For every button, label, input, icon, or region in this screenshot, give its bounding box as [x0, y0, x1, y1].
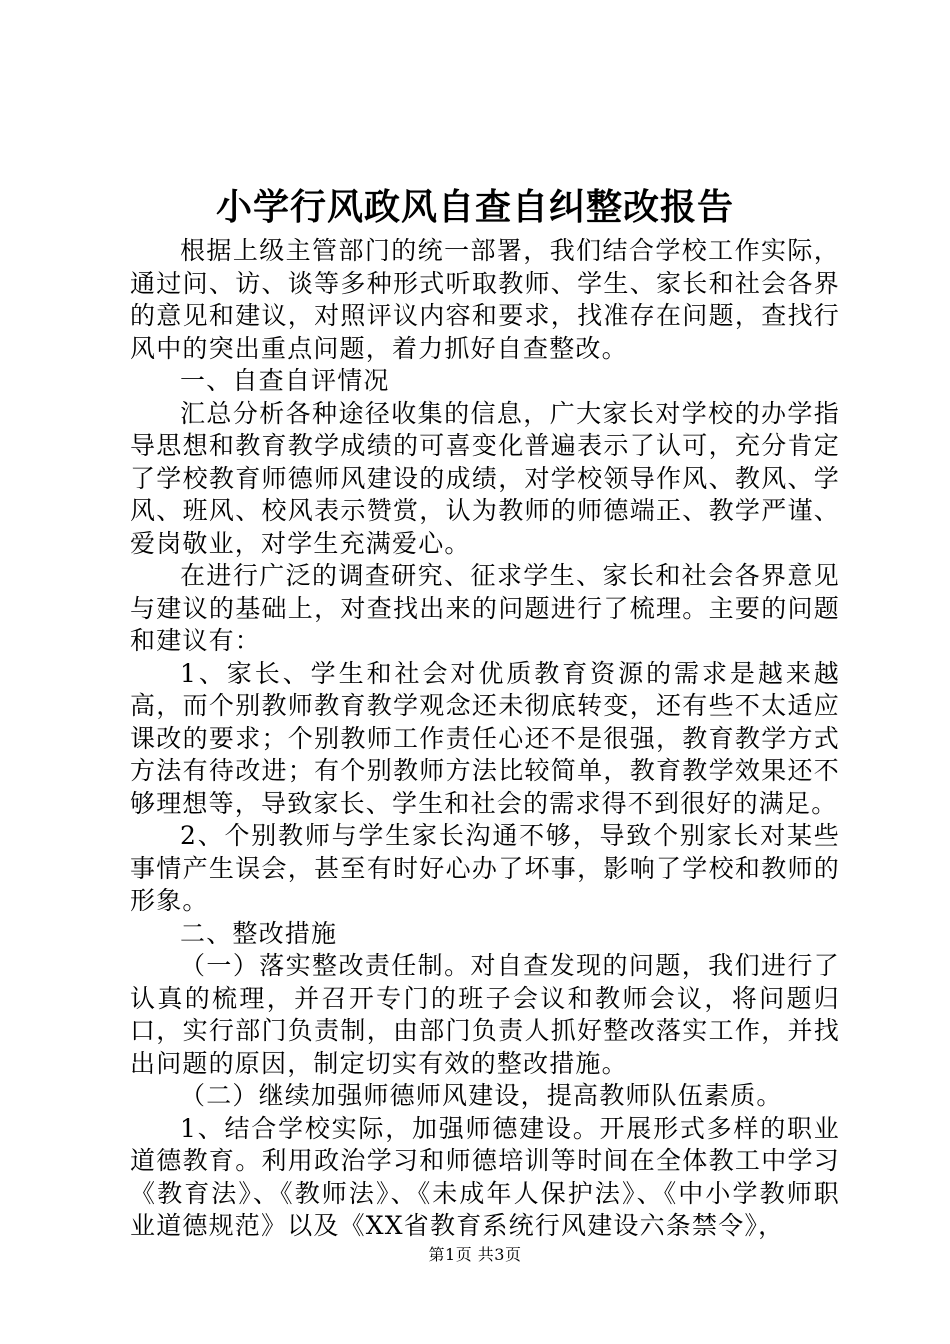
paragraph-intro: 根据上级主管部门的统一部署，我们结合学校工作实际，通过问、访、谈等多种形式听取教师、学生、家长和社会各界的意见和建议，对照评议内容和要求，找准存在问题，查找行风中的突出重点问题，着力抓好自查整改。 [130, 236, 840, 363]
paragraph-measure-1: （一）落实整改责任制。对自查发现的问题，我们进行了认真的梳理，并召开专门的班子会议和教师会议，将问题归口，实行部门负责制，由部门负责人抓好整改落实工作，并找出问题的原因，制定切实有效的整改措施。 [130, 951, 840, 1078]
paragraph-measure-2: （二）继续加强师德师风建设，提高教师队伍素质。 [180, 1081, 783, 1110]
section-heading-measures: 二、整改措施 [180, 918, 338, 948]
section-heading-self-check: 一、自查自评情况 [180, 366, 390, 395]
paragraph-issue-1: 1、家长、学生和社会对优质教育资源的需求是越来越高，而个别教师教育教学观念还未彻底转变，还有些不太适应课改的要求；个别教师工作责任心还不是很强，教育教学方式方法有待改进；有个别教师方法比较简单，教育教学效果还不够理想等，导致家长、学生和社会的需求得不到很好的满足。 [130, 658, 840, 818]
document-body [130, 235, 840, 1243]
document-title: 小学行风政风自查自纠整改报告 [215, 186, 734, 228]
paragraph-measure-2-item-1: 1、结合学校实际，加强师德建设。开展形式多样的职业道德教育。利用政治学习和师德培训等时间在全体教工中学习《教育法》、《教师法》、《未成年人保护法》、《中小学教师职业道德规范》以及《XX省教育系统行风建设六条禁令》， [130, 1113, 840, 1240]
paragraph-summary: 汇总分析各种途径收集的信息，广大家长对学校的办学指导思想和教育教学成绩的可喜变化普遍表示了认可，充分肯定了学校教育师德师风建设的成绩，对学校领导作风、教风、学风、班风、校风表示赞赏，认为教师的师德端正、教学严谨、爱岗敬业，对学生充满爱心。 [130, 398, 840, 558]
paragraph-investigation: 在进行广泛的调查研究、征求学生、家长和社会各界意见与建议的基础上，对查找出来的问题进行了梳理。主要的问题和建议有： [130, 561, 840, 655]
page-number: 第1页 共3页 [428, 1245, 522, 1264]
paragraph-issue-2: 2、个别教师与学生家长沟通不够，导致个别家长对某些事情产生误会，甚至有时好心办了坏事，影响了学校和教师的形象。 [130, 821, 840, 915]
